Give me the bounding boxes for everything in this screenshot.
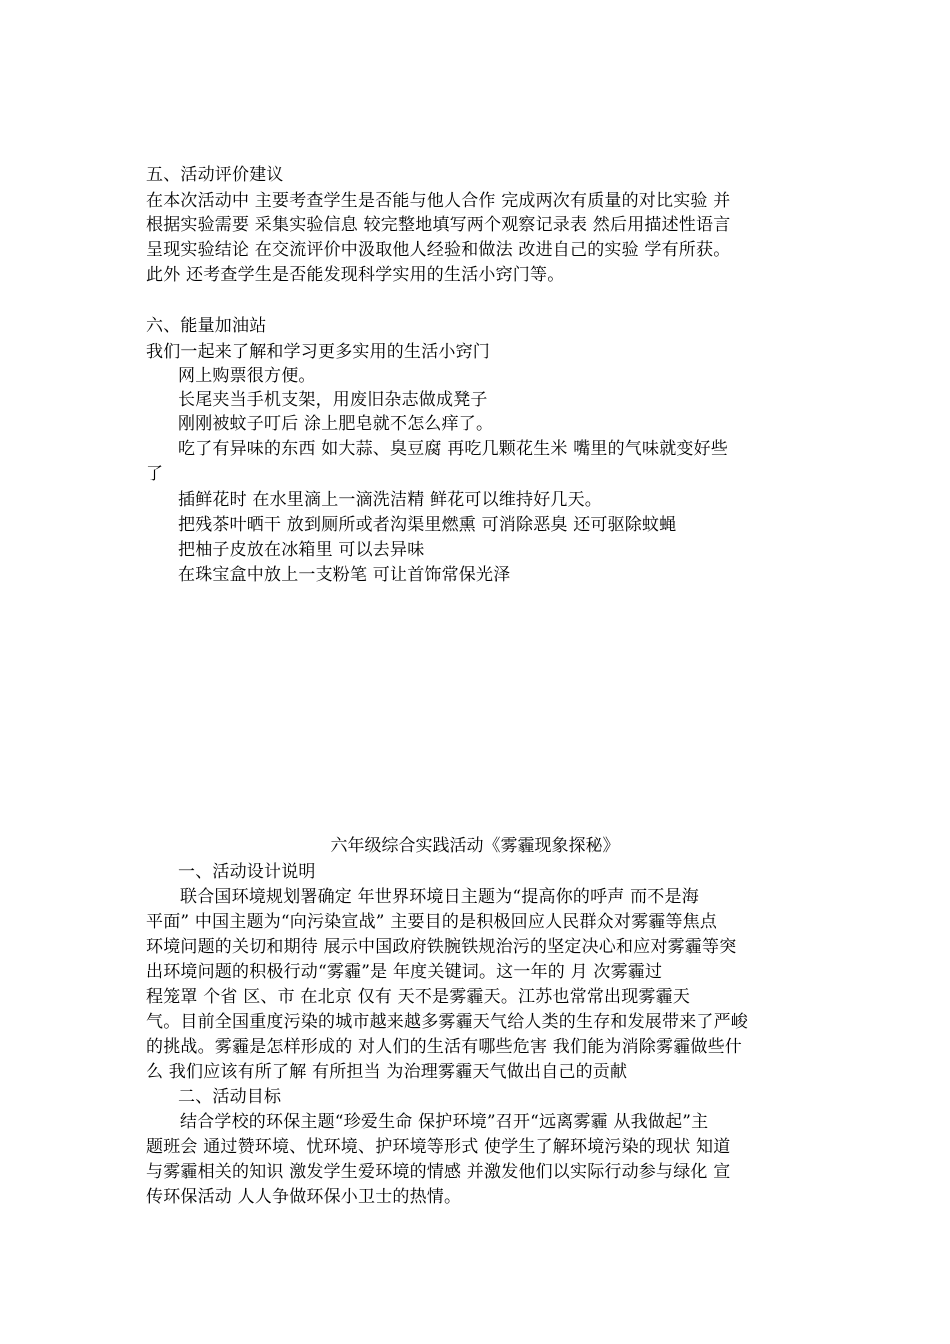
section5-heading: 五、活动评价建议 bbox=[146, 165, 284, 185]
part1-line: 出环境问题的积极行动“雾霾”是 年度关键词。这一年的 月 次雾霾过 bbox=[146, 962, 663, 982]
tip-item: 网上购票很方便。 bbox=[178, 366, 316, 386]
tip-item: 吃了有异味的东西 如大蒜、臭豆腐 再吃几颗花生米 嘴里的气味就变好些 bbox=[178, 439, 729, 459]
tip-item: 刚刚被蚊子叮后 涂上肥皂就不怎么痒了。 bbox=[178, 414, 494, 434]
document-title: 六年级综合实践活动《雾霾现象探秘》 bbox=[330, 836, 620, 856]
part2-line: 题班会 通过赞环境、忧环境、护环境等形式 使学生了解环境污染的现状 知道 bbox=[146, 1137, 731, 1157]
part2-line: 结合学校的环保主题“珍爱生命 保护环境”召开“远离雾霾 从我做起”主 bbox=[180, 1112, 709, 1132]
part2-line: 与雾霾相关的知识 激发学生爱环境的情感 并激发他们以实际行动参与绿化 宣 bbox=[146, 1162, 731, 1182]
tip-item: 在珠宝盒中放上一支粉笔 可让首饰常保光泽 bbox=[178, 565, 511, 585]
part2-heading: 二、活动目标 bbox=[178, 1087, 282, 1107]
part1-heading: 一、活动设计说明 bbox=[178, 862, 316, 882]
tip-item: 把柚子皮放在冰箱里 可以去异味 bbox=[178, 540, 425, 560]
section5-line: 在本次活动中 主要考查学生是否能与他人合作 完成两次有质量的对比实验 并 bbox=[146, 191, 731, 211]
part1-line: 联合国环境规划署确定 年世界环境日主题为“提高你的呼声 而不是海 bbox=[180, 887, 699, 907]
section5-line: 根据实验需要 采集实验信息 较完整地填写两个观察记录表 然后用描述性语言 bbox=[146, 215, 731, 235]
tip-item-continuation: 了 bbox=[146, 464, 164, 484]
tip-item: 把残茶叶晒干 放到厕所或者沟渠里燃熏 可消除恶臭 还可驱除蚊蝇 bbox=[178, 515, 677, 535]
part1-line: 平面” 中国主题为“向污染宣战” 主要目的是积极回应人民群众对雾霾等焦点 bbox=[146, 912, 718, 932]
tip-item: 长尾夹当手机支架，用废旧杂志做成凳子 bbox=[178, 390, 488, 410]
section5-line: 此外 还考查学生是否能发现科学实用的生活小窍门等。 bbox=[146, 265, 565, 285]
part1-line: 环境问题的关切和期待 展示中国政府铁腕铁规治污的坚定决心和应对雾霾等突 bbox=[146, 937, 737, 957]
section5-line: 呈现实验结论 在交流评价中汲取他人经验和做法 改进自己的实验 学有所获。 bbox=[146, 240, 731, 260]
part1-line: 气。目前全国重度污染的城市越来越多雾霾天气给人类的生存和发展带来了严峻 bbox=[146, 1012, 748, 1032]
section6-intro: 我们一起来了解和学习更多实用的生活小窍门 bbox=[146, 342, 490, 362]
tip-item: 插鲜花时 在水里滴上一滴洗洁精 鲜花可以维持好几天。 bbox=[178, 490, 603, 510]
part1-line: 程笼罩 个省 区、市 在北京 仅有 天不是雾霾天。江苏也常常出现雾霾天 bbox=[146, 987, 691, 1007]
part1-line: 的挑战。雾霾是怎样形成的 对人们的生活有哪些危害 我们能为消除雾霾做些什 bbox=[146, 1037, 743, 1057]
part1-line: 么 我们应该有所了解 有所担当 为治理雾霾天气做出自己的贡献 bbox=[146, 1062, 628, 1082]
section6-heading: 六、能量加油站 bbox=[146, 316, 267, 336]
part2-line: 传环保活动 人人争做环保小卫士的热情。 bbox=[146, 1187, 462, 1207]
